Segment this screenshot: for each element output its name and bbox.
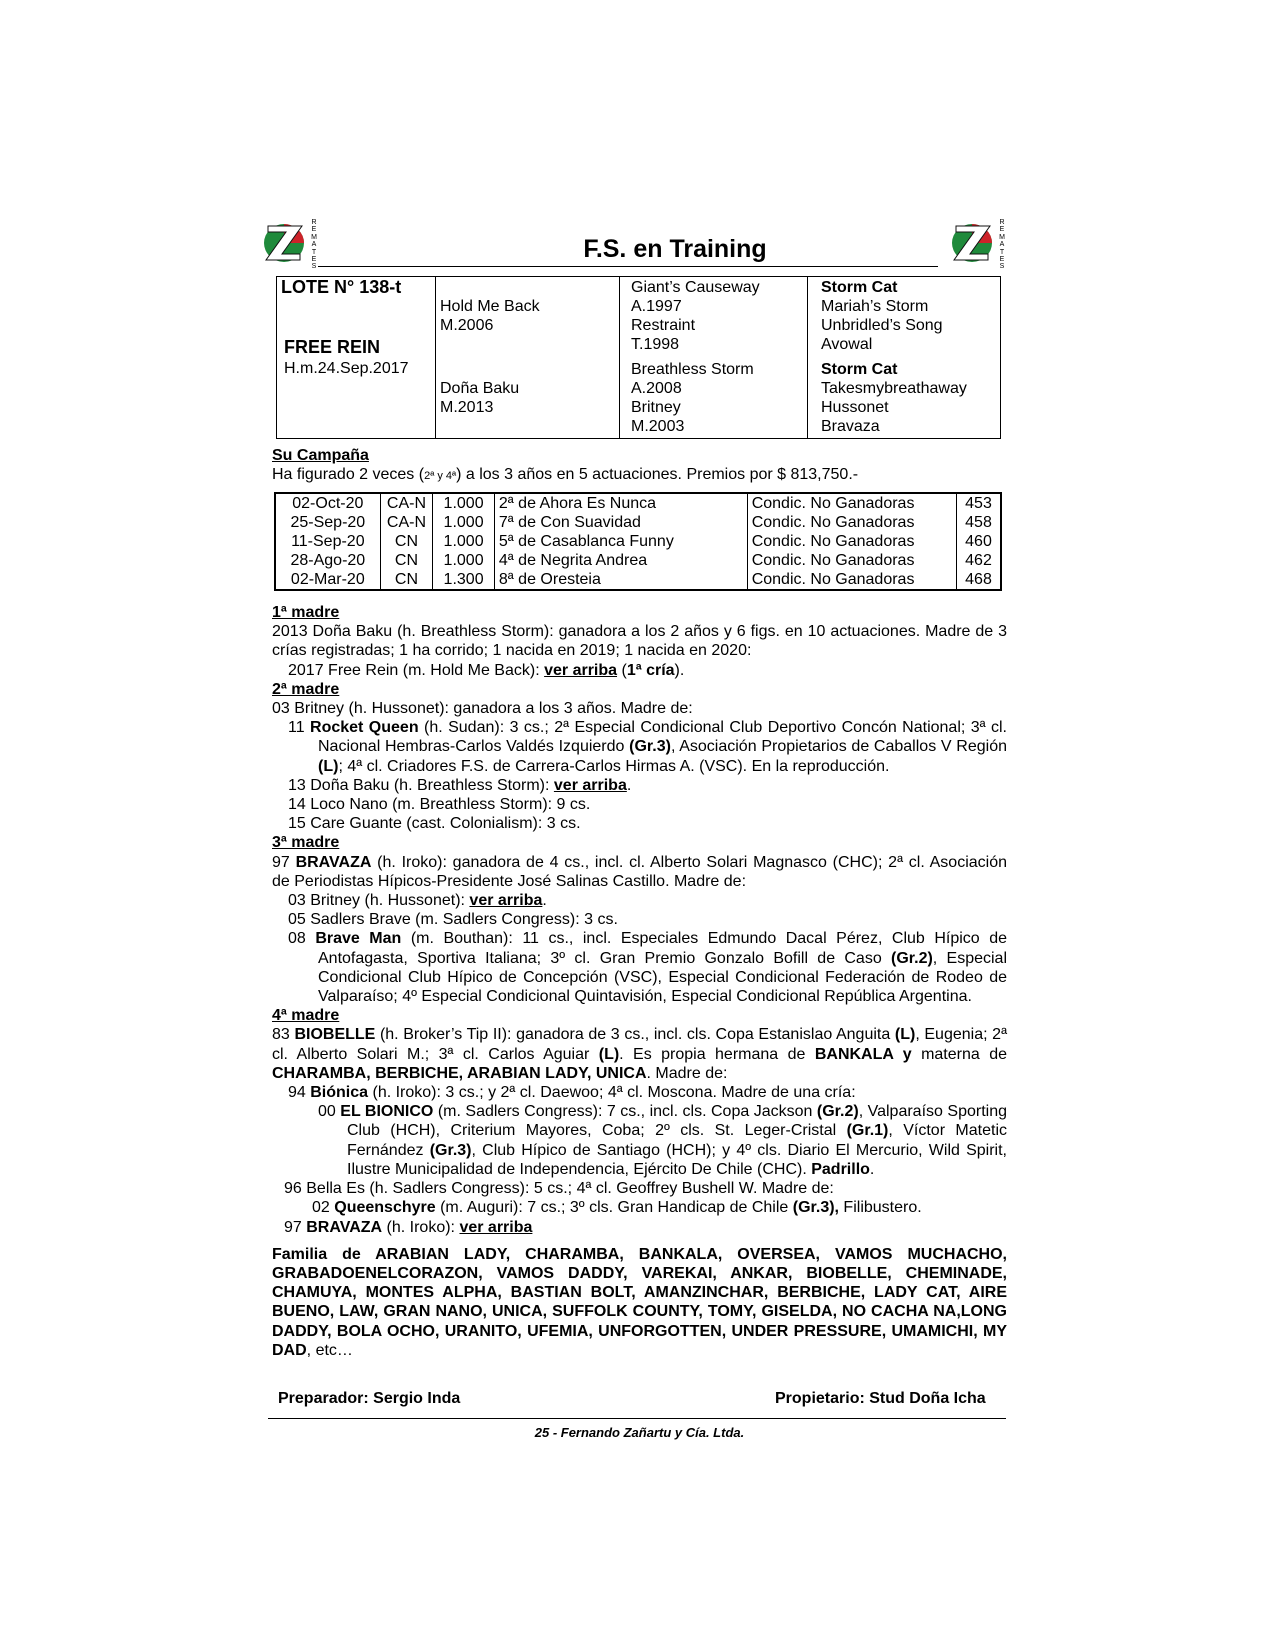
ver-arriba-link[interactable]: ver arriba: [553, 776, 627, 794]
ped-divider: [807, 277, 808, 438]
fourth-dam-heading: 4ª madre: [272, 1007, 340, 1025]
campaign-heading: Su Campaña: [272, 447, 369, 464]
horse-info: H.m.24.Sep.2017: [284, 360, 409, 377]
gen3-cell: Mariah’s Storm: [821, 298, 929, 315]
dam-info: M.2013: [440, 399, 494, 416]
offspring-line: 05 Sadlers Brave (m. Sadlers Congress): 3 cs.: [288, 911, 618, 929]
dam-name: Doña Baku: [440, 380, 520, 397]
ver-arriba-link[interactable]: ver arriba: [469, 892, 543, 910]
family-text: Familia de ARABIAN LADY, CHARAMBA, BANKALA, OVERSEA, VAMOS MUCHACHO, GRABADOENELCORAZON, VAMOS DADDY, VAREKAI, ANKAR, BIOBELLE, CHEMINADE, CHAMUYA, MONTES ALPHA, BASTIAN BOLT, AMANZINCHAR, BERBICHE, LADY CAT, AIRE BUENO, LAW, GRAN NANO, UNICA, SUFFOLK COUNTY, TOMY, GISELDA, NO CACHA NA,LONG DADDY, BOLA OCHO, URANITO, UFEMIA, UNFORGOTTEN, UNDER PRESSURE, UMAMICHI, MY DAD, etc…: [272, 1245, 1007, 1359]
gen3-cell: Unbridled’s Song: [821, 317, 943, 334]
page-credit: 25 - Fernando Zañartu y Cía. Ltda.: [534, 1425, 745, 1440]
first-dam-heading: 1ª madre: [272, 604, 340, 621]
table-row: 02-Mar-20 CN 1.300 8ª de Oresteia Condic. No Ganadoras 468: [275, 570, 1001, 590]
gen3-cell: Hussonet: [821, 399, 889, 416]
second-dam-heading: 2ª madre: [272, 680, 340, 698]
gen2-cell: A.1997: [631, 298, 682, 315]
offspring-line: 00 EL BIONICO (m. Sadlers Congress): 7 cs., incl. cls. Copa Jackson (Gr.2), Valparaíso Sporting Club (HCH), Criterium Mayores, Coba; 2º cls. St. Leger-Cristal (Gr.1), Víctor Matetic Fernández (Gr.3), Club Hípico de Santiago (HCH); y 4º cls. Diario El Mercurio, Wild Spirit, Ilustre Municipalidad de Independencia, Ejército De Chile (CHC). Padrillo.: [318, 1103, 1008, 1178]
offspring-line: 08 Brave Man (m. Bouthan): 11 cs., incl. Especiales Edmundo Dacal Pérez, Club Hípico de Antofagasta, Sportiva Italiana; 3º cl. Gran Premio Gonzalo Bofill de Caso (Gr.2), Especial Condicional Club Hípico de Concepción (VSC), Especial Condicional Federación de Rodeo de Valparaíso; 4º Especial Condicional Quintavisión, Especial Condicional República Argentina.: [288, 930, 1007, 1006]
offspring-line: 14 Loco Nano (m. Breathless Storm): 9 cs.: [288, 796, 591, 814]
dam-lines: [272, 603, 1007, 1360]
owner: Propietario: Stud Doña Icha: [775, 1390, 986, 1407]
sire-info: M.2006: [440, 317, 494, 334]
gen3-cell: Avowal: [821, 336, 873, 353]
offspring-line: 2017 Free Rein (m. Hold Me Back): ver arriba (1ª cría).: [288, 661, 685, 679]
gen3-cell: Bravaza: [821, 418, 880, 435]
page-title: F.S. en Training: [583, 235, 767, 263]
gen2-cell: Restraint: [631, 317, 696, 334]
offspring-line: 02 Queenschyre (m. Auguri): 7 cs.; 3º cls. Gran Handicap de Chile (Gr.3), Filibustero.: [312, 1199, 922, 1217]
offspring-line: 96 Bella Es (h. Sadlers Congress): 5 cs.; 4ª cl. Geoffrey Bushell W. Madre de:: [284, 1180, 834, 1198]
gen2-cell: Giant’s Causeway: [631, 279, 760, 296]
logo-right-letters: R E M A T E S: [999, 219, 1005, 271]
campaign-table: [274, 492, 1002, 591]
horse-name: FREE REIN: [284, 337, 381, 357]
gen2-cell: A.2008: [631, 380, 682, 397]
ver-arriba-link[interactable]: ver arriba: [459, 1218, 533, 1236]
gen3-cell: Storm Cat: [821, 279, 898, 296]
logo-left-letters: R E M A T E S: [311, 219, 317, 271]
gen2-cell: T.1998: [631, 336, 680, 353]
third-dam-text: 97 BRAVAZA (h. Iroko): ganadora de 4 cs., incl. cl. Alberto Solari Magnasco (CHC); 2ª cl. Asociación de Periodistas Hípicos-Presidente José Salinas Castillo. Madre de:: [272, 853, 1008, 890]
table-row: 28-Ago-20 CN 1.000 4ª de Negrita Andrea Condic. No Ganadoras 462: [275, 551, 1001, 570]
third-dam-heading: 3ª madre: [272, 834, 340, 852]
ped-divider: [619, 277, 620, 438]
gen2-cell: Breathless Storm: [631, 361, 754, 378]
campaign-summary: Ha figurado 2 veces (2ª y 4ª) a los 3 años en 5 actuaciones. Premios por $ 813,750.-: [272, 466, 859, 483]
pedigree-box: [276, 276, 1001, 439]
fourth-dam-text: 83 BIOBELLE (h. Broker’s Tip II): ganadora de 3 cs., incl. cls. Copa Estanislao Anguita (L), Eugenia; 2ª cl. Alberto Solari M.; 3ª cl. Carlos Aguiar (L). Es propia hermana de BANKALA y materna de CHARAMBA, BERBICHE, ARABIAN LADY, UNICA. Madre de:: [272, 1026, 1007, 1082]
footer-rule: [268, 1418, 1006, 1419]
ped-divider: [435, 277, 436, 438]
first-dam-text: 2013 Doña Baku (h. Breathless Storm): ganadora a los 2 años y 6 figs. en 10 actuaciones. Madre de 3 crías registradas; 1 ha corrido; 1 nacida en 2019; 1 nacida en 2020:: [272, 623, 1007, 660]
table-row: 11-Sep-20 CN 1.000 5ª de Casablanca Funny Condic. No Ganadoras 460: [275, 532, 1001, 551]
second-dam-text: 03 Britney (h. Hussonet): ganadora a los 3 años. Madre de:: [272, 700, 693, 718]
offspring-line: 03 Britney (h. Hussonet): ver arriba.: [288, 892, 547, 910]
trainer: Preparador: Sergio Inda: [278, 1390, 461, 1407]
gen3-cell: Storm Cat: [821, 361, 898, 378]
header-rule: [318, 266, 938, 267]
gen3-cell: Takesmybreathaway: [821, 380, 967, 397]
lote-number: LOTE N° 138-t: [281, 277, 402, 297]
sire-name: Hold Me Back: [440, 298, 540, 315]
gen2-cell: M.2003: [631, 418, 685, 435]
offspring-line: 11 Rocket Queen (h. Sudan): 3 cs.; 2ª Especial Condicional Club Deportivo Concón National; 3ª cl. Nacional Hembras-Carlos Valdés Izquierdo (Gr.3), Asociación Propietarios de Caballos V Región (L); 4ª cl. Criadores F.S. de Carrera-Carlos Hirmas A. (VSC). En la reproducción.: [288, 719, 1007, 775]
ver-arriba-link[interactable]: ver arriba: [544, 661, 618, 679]
offspring-line: 97 BRAVAZA (h. Iroko): ver arriba: [284, 1218, 533, 1236]
offspring-line: 13 Doña Baku (h. Breathless Storm): ver arriba.: [288, 776, 632, 794]
table-row: 02-Oct-20 CA-N 1.000 2ª de Ahora Es Nunca Condic. No Ganadoras 453: [275, 493, 1001, 513]
gen2-cell: Britney: [631, 399, 681, 416]
offspring-line: 94 Biónica (h. Iroko): 3 cs.; y 2ª cl. Daewoo; 4ª cl. Moscona. Madre de una cría:: [288, 1084, 856, 1102]
offspring-line: 15 Care Guante (cast. Colonialism): 3 cs.: [288, 815, 581, 833]
table-row: 25-Sep-20 CA-N 1.000 7ª de Con Suavidad Condic. No Ganadoras 458: [275, 513, 1001, 532]
